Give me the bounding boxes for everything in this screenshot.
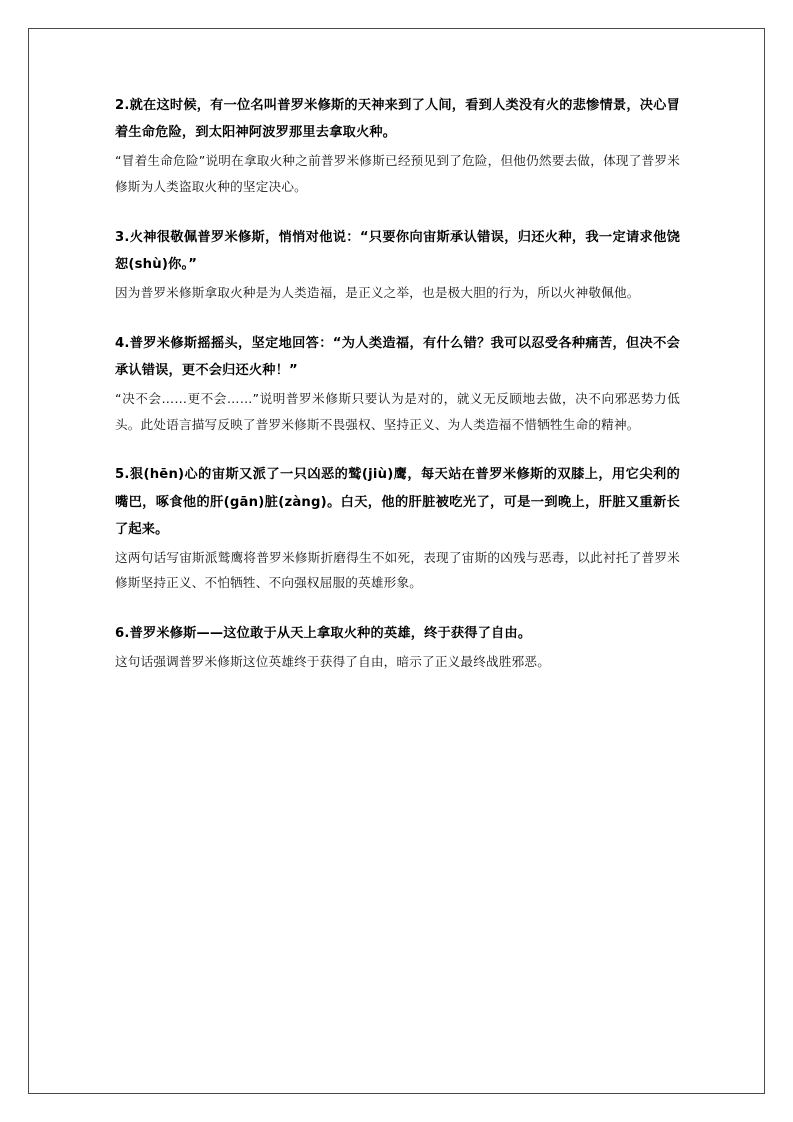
answer-text: “决不会……更不会……”说明普罗米修斯只要认为是对的，就义无反顾地去做，决不向邪恶势力低头。此处语言描写反映了普罗米修斯不畏强权、坚持正义、为人类造福不惜牺牲生命的精神。: [115, 390, 680, 432]
qa-block: [115, 92, 680, 200]
qa-block: [115, 620, 680, 675]
document-content: [115, 92, 680, 699]
question-text: 2.就在这时候，有一位名叫普罗米修斯的天神来到了人间，看到人类没有火的悲惨情景，决心冒着生命危险，到太阳神阿波罗那里去拿取火种。: [115, 98, 680, 141]
qa-block: [115, 224, 680, 306]
question-text: 3.火神很敬佩普罗米修斯，悄悄对他说：“只要你向宙斯承认错误，归还火种，我一定请求他饶恕(shù)你。”: [115, 229, 680, 272]
question-text: 4.普罗米修斯摇摇头，坚定地回答：“为人类造福，有什么错？我可以忍受各种痛苦，但决不会承认错误，更不会归还火种！”: [115, 335, 680, 378]
qa-block: [115, 461, 680, 596]
qa-block: [115, 330, 680, 438]
question-text: 5.狠(hēn)心的宙斯又派了一只凶恶的鹫(jiù)鹰，每天站在普罗米修斯的双膝上，用它尖利的嘴巴，啄食他的肝(gān)脏(zàng)。白天，他的肝脏被吃光了，可是一到晚上，肝脏又重新长了起来。: [115, 467, 680, 537]
answer-text: “冒着生命危险”说明在拿取火种之前普罗米修斯已经预见到了危险，但他仍然要去做，体现了普罗米修斯为人类盗取火种的坚定决心。: [115, 153, 680, 194]
question-text: 6.普罗米修斯——这位敢于从天上拿取火种的英雄，终于获得了自由。: [115, 626, 532, 642]
answer-text: 因为普罗米修斯拿取火种是为人类造福，是正义之举，也是极大胆的行为，所以火神敬佩他。: [115, 284, 640, 300]
answer-text: 这句话强调普罗米修斯这位英雄终于获得了自由，暗示了正义最终战胜邪恶。: [115, 654, 550, 670]
answer-text: 这两句话写宙斯派鹫鹰将普罗米修斯折磨得生不如死，表现了宙斯的凶残与恶毒，以此衬托了普罗米修斯坚持正义、不怕牺牲、不向强权屈服的英雄形象。: [115, 549, 680, 591]
